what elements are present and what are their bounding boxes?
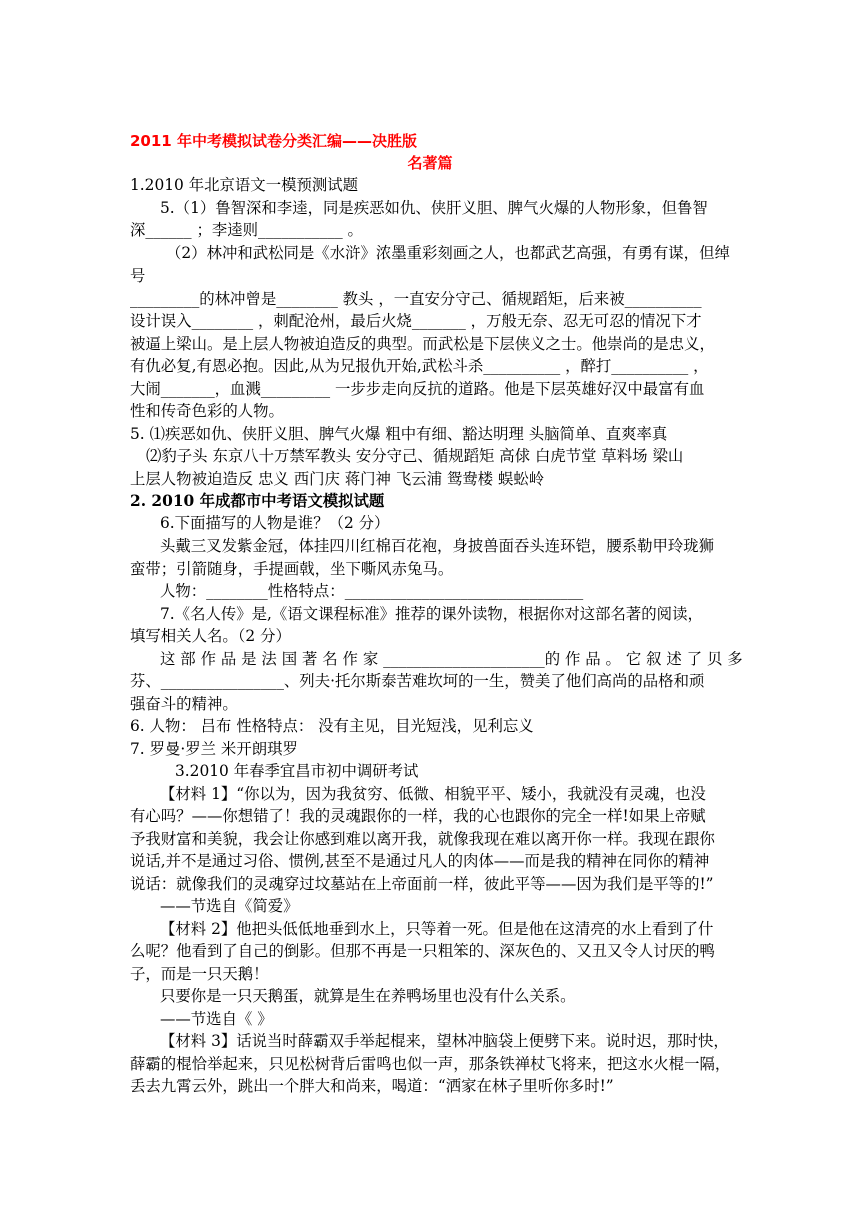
text-line: 6.下面描写的人物是谁？（2 分）: [160, 514, 390, 532]
document-title: 2011 年中考模拟试卷分类汇编——决胜版: [130, 132, 417, 150]
source-line: ——节选自《简爱》: [160, 897, 299, 915]
text-line: 被逼上梁山。是上层人物被迫造反的典型。而武松是下层侠义之士。他崇尚的是忠义，: [130, 335, 715, 353]
text-line: 说话：就像我们的灵魂穿过坟墓站在上帝面前一样，彼此平等——因为我们是平等的!”: [130, 875, 714, 893]
text-line: 说话,并不是通过习俗、惯例,甚至不是通过凡人的肉体——而是我的精神在同你的精神: [130, 852, 710, 870]
answer-line: ⑵豹子头 东京八十万禁军教头 安分守己、循规蹈矩 高俅 白虎节堂 草料场 梁山: [146, 447, 684, 465]
text-line: 只要你是一只天鹅蛋，就算是生在养鸭场里也没有什么关系。: [160, 987, 576, 1005]
text-line: 头戴三叉发紫金冠，体挂四川红棉百花袍，身披兽面吞头连环铠，腰系勒甲玲珑狮: [160, 537, 715, 555]
text-line: 么呢？他看到了自己的倒影。但那不再是一只粗笨的、深灰色的、又丑又令人讨厌的鸭: [130, 942, 715, 960]
text-line: 这 部 作 品 是 法 国 著 名 作 家 _____________________的 作 品 。 它 叙 述 了 贝 多: [160, 650, 743, 668]
text-line: 丢去九霄云外，跳出一个胖大和尚来，喝道：“洒家在林子里听你多时!”: [130, 1077, 614, 1095]
answer-line: 6. 人物： 吕布 性格特点： 没有主见，目光短浅，见利忘义: [130, 717, 534, 735]
text-line: 号: [130, 267, 146, 285]
text-line: 芬、________________、列夫·托尔斯泰苦难坎坷的一生，赞美了他们高尚的品格和顽: [130, 672, 705, 690]
text-line: 人物：________性格特点：_______________________________: [160, 582, 584, 600]
text-line: 1.2010 年北京语文一模预测试题: [130, 176, 359, 194]
text-line: 大闹_______，血溅_________ 一步步走向反抗的道路。他是下层英雄好汉中最富有血: [130, 380, 705, 398]
text-line: 【材料 3】话说当时薛霸双手举起棍来，望林冲脑袋上便劈下来。说时迟，那时快，: [160, 1032, 729, 1050]
source-line: ——节选自《 》: [160, 1010, 273, 1028]
text-line: 有心吗？——你想错了！我的灵魂跟你的一样，我的心也跟你的完全一样!如果上帝赋: [130, 807, 706, 825]
text-line: 【材料 2】他把头低低地垂到水上，只等着一死。但是他在这清亮的水上看到了什: [160, 920, 714, 938]
text-line: （2）林冲和武松同是《水浒》浓墨重彩刻画之人，也都武艺高强，有勇有谋，但绰: [166, 244, 730, 262]
text-line: 设计误入________ ，刺配沧州，最后火烧_______ ，万般无奈、忍无可忍的情况下才: [130, 312, 702, 330]
text-line: _________的林冲曾是________ 教头 ，一直安分守己、循规蹈矩，后来被__________: [130, 290, 702, 308]
text-line: 予我财富和美貌，我会让你感到难以离开我，就像我现在难以离开你一样。我现在跟你: [130, 830, 715, 848]
text-line: 蛮带；引箭随身，手提画戟，坐下嘶风赤兔马。: [130, 560, 454, 578]
text-line: 有仇必复,有恩必抱。因此,从为兄报仇开始,武松斗杀__________ ，醉打__________ ，: [130, 357, 709, 375]
text-line: 性和传奇色彩的人物。: [130, 402, 284, 420]
text-line: 薛霸的棍恰举起来，只见松树背后雷鸣也似一声，那条铁禅杖飞将来，把这水火棍一隔，: [130, 1055, 731, 1073]
answer-line: 上层人物被迫造反 忠义 西门庆 蒋门神 飞云浦 鸳鸯楼 蜈蚣岭: [130, 470, 545, 488]
section-title: 名著篇: [407, 154, 453, 172]
section-heading: 2. 2010 年成都市中考语文模拟试题: [130, 492, 385, 510]
text-line: 子，而是一只天鹅！: [130, 965, 269, 983]
text-line: 7.《名人传》是,《语文课程标准》推荐的课外读物，根据你对这部名著的阅读，: [160, 605, 703, 623]
text-line: 【材料 1】“你以为，因为我贫穷、低微、相貌平平、矮小，我就没有灵魂，也没: [160, 785, 706, 803]
answer-line: 5. ⑴疾恶如仇、侠肝义胆、脾气火爆 粗中有细、豁达明理 头脑简单、直爽率真: [130, 425, 668, 443]
section-heading: 3.2010 年春季宜昌市初中调研考试: [175, 762, 419, 780]
text-line: 填写相关人名。（2 分）: [130, 627, 291, 645]
answer-line: 7. 罗曼·罗兰 米开朗琪罗: [130, 740, 298, 758]
text-line: 深______ ；李逵则___________ 。: [130, 221, 363, 239]
text-line: 5.（1）鲁智深和李逵，同是疾恶如仇、侠肝义胆、脾气火爆的人物形象，但鲁智: [160, 199, 708, 217]
text-line: 强奋斗的精神。: [130, 695, 238, 713]
